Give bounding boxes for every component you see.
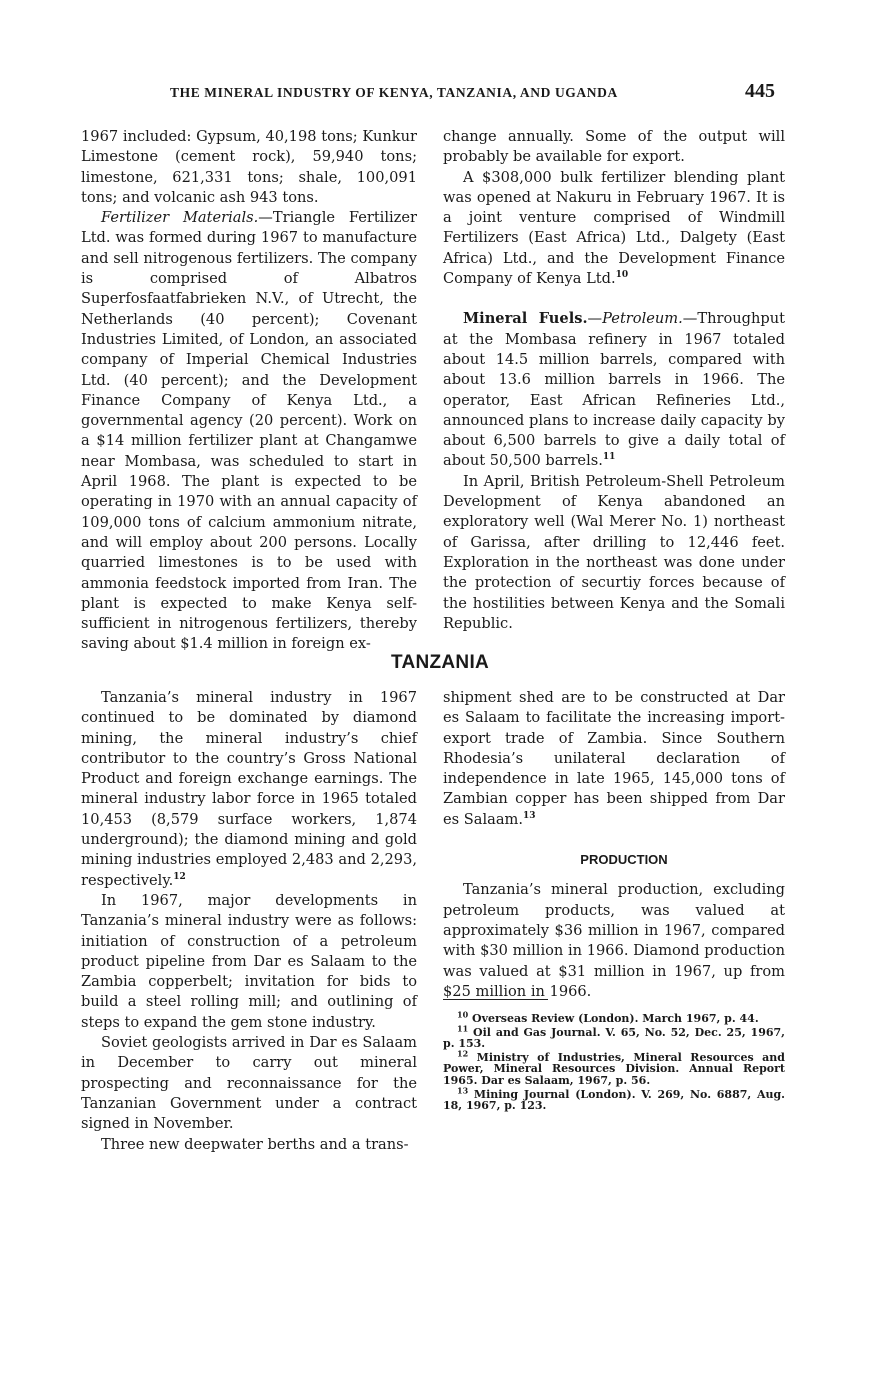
footnotes	[443, 1009, 785, 1114]
footnote-10	[443, 1009, 785, 1025]
fertilizer-heading: Fertilizer Materials.	[101, 209, 259, 227]
footnote-number: 11	[457, 1022, 469, 1033]
footnote-ref-13: 13	[523, 810, 536, 821]
kenya-paragraph-export: change annually. Some of the output will probably be available for export.	[443, 128, 785, 166]
footnote-text: Oil and Gas Journal. V. 65, No. 52, Dec. 25, 1967, p. 153.	[443, 1025, 785, 1051]
footnote-ref-12: 12	[173, 871, 186, 882]
fuels-dash: —	[587, 310, 603, 328]
tanzania-right-column	[443, 688, 785, 1002]
footnote-11	[443, 1022, 785, 1051]
tanzania-paragraph-developments: In 1967, major developments in Tanzania’s mineral industry were as follows: initiation of construction of a petroleum product pipeline from Dar es Salaam to the Zambia copperbelt; invitation for bids to build a steel rolling mill; and outlining of steps to expand the gem stone industry.	[81, 891, 417, 1031]
kenya-paragraph-mineral-fuels	[443, 309, 785, 471]
tanzania-paragraph-soviet-geologists: Soviet geologists arrived in Dar es Salaam in December to carry out mineral prospecting and reconnaissance for the Tanzanian Government under a contract signed in November.	[81, 1034, 417, 1133]
page-number: 445	[745, 80, 775, 102]
tanzania-paragraph-shipment	[443, 688, 785, 830]
footnote-text: Mining Journal (London). V. 269, No. 6887, Aug. 18, 1967, p. 123.	[443, 1087, 785, 1113]
kenya-paragraph-exploration: In April, British Petroleum-Shell Petroleum Development of Kenya abandoned an exploratory well (Wal Merer No. 1) northeast of Garissa, after drilling to 12,446 feet. Exploration in the northeast was done under the protection of securtiy forces because of the hostilities between Kenya and the Somali Republic.	[443, 472, 785, 632]
footnote-ref-10: 10	[615, 270, 629, 281]
mineral-fuels-heading: Mineral Fuels.	[463, 310, 588, 328]
kenya-paragraph-fertilizer	[81, 208, 417, 655]
tanzania-paragraph-production: Tanzania’s mineral production, excluding petroleum products, was valued at approximately $36 million in 1967, compared with $30 million in 1966. Diamond production was valued at $31 million in 1967, up from $25 million in 1966.	[443, 881, 785, 1000]
running-header: THE MINERAL INDUSTRY OF KENYA, TANZANIA, AND UGANDA	[170, 85, 618, 100]
mineral-fuels-text: —Throughput at the Mombasa refinery in 1967 totaled about 14.5 million barrels, compared with about 13.6 million barrels in 1966. The operator, East African Refineries Ltd., announced plans to increase daily capacity by about 6,500 barrels to give a daily total of about 50,500 barrels.	[443, 310, 785, 470]
footnote-12	[443, 1048, 785, 1087]
footnote-number: 12	[457, 1048, 469, 1059]
footnote-13	[443, 1084, 785, 1113]
footnote-number: 13	[457, 1084, 469, 1095]
section-title-tanzania: TANZANIA	[390, 652, 490, 673]
footnote-number: 10	[457, 1009, 469, 1020]
kenya-right-column	[443, 127, 785, 634]
petroleum-heading: Petroleum.	[602, 310, 683, 328]
footnote-text: Ministry of Industries, Mineral Resources and Power, Mineral Resources Division. Annual Report 1965. Dar es Salaam, 1967, p. 56.	[443, 1050, 785, 1087]
production-heading: PRODUCTION	[580, 852, 668, 868]
kenya-left-column	[81, 127, 417, 655]
tanzania-paragraph-berths: Three new deepwater berths and a trans-	[101, 1135, 409, 1153]
shipment-text: shipment shed are to be constructed at Dar es Salaam to facilitate the increasing import-export trade of Zambia. Since Southern Rhodesia’s unilateral declaration of independence in late 1965, 145,000 tons of Zambian copper has been shipped from Dar es Salaam.	[443, 689, 785, 828]
tanzania-left-column	[81, 688, 417, 1155]
blending-plant-text: A $308,000 bulk fertilizer blending plant was opened at Nakuru in February 1967. It is a joint venture comprised of Windmill Fertilizers (East Africa) Ltd., Dalgety (East Africa) Ltd., and the Development Finance Company of Kenya Ltd.	[443, 168, 785, 288]
tanzania-paragraph-overview	[81, 688, 417, 891]
overview-text: Tanzania’s mineral industry in 1967 continued to be dominated by diamond mining, the mineral industry’s chief contributor to the country’s Gross National Product and foreign exchange earnings. The mineral industry labor force in 1965 totaled 10,453 (8,579 surface workers, 1,874 underground); the diamond mining and gold mining industries employed 2,483 and 2,293, respectively.	[81, 689, 417, 889]
footnote-divider	[443, 999, 548, 1000]
fertilizer-text: —Triangle Fertilizer Ltd. was formed during 1967 to manufacture and sell nitrogenous fertilizers. The company is comprised of Albatros Superfosfaatfabrieken N.V., of Utrecht, the Netherlands (40 percent); Covenant Industries Limited, of London, an associated company of Imperial Chemical Industries Ltd. (40 percent); and the Development Finance Company of Kenya Ltd., a governmental agency (20 percent). Work on a $14 million fertilizer plant at Changamwe near Mombasa, was scheduled to start in April 1968. The plant is expected to be operating in 1970 with an annual capacity of 109,000 tons of calcium ammonium nitrate, and will employ about 200 persons. Locally quarried limestones is to be used with ammonia feedstock imported from Iran. The plant is expected to make Kenya self-sufficient in nitrogenous fertilizers, thereby saving about $1.4 million in foreign ex-	[81, 209, 417, 653]
footnote-ref-11: 11	[602, 452, 616, 463]
kenya-paragraph-blending-plant	[443, 168, 785, 290]
footnote-text: Overseas Review (London). March 1967, p. 44.	[471, 1012, 759, 1025]
kenya-paragraph-minerals: 1967 included: Gypsum, 40,198 tons; Kunkur Limestone (cement rock), 59,940 tons; limestone, 621,331 tons; shale, 100,091 tons; and volcanic ash 943 tons.	[81, 128, 417, 206]
